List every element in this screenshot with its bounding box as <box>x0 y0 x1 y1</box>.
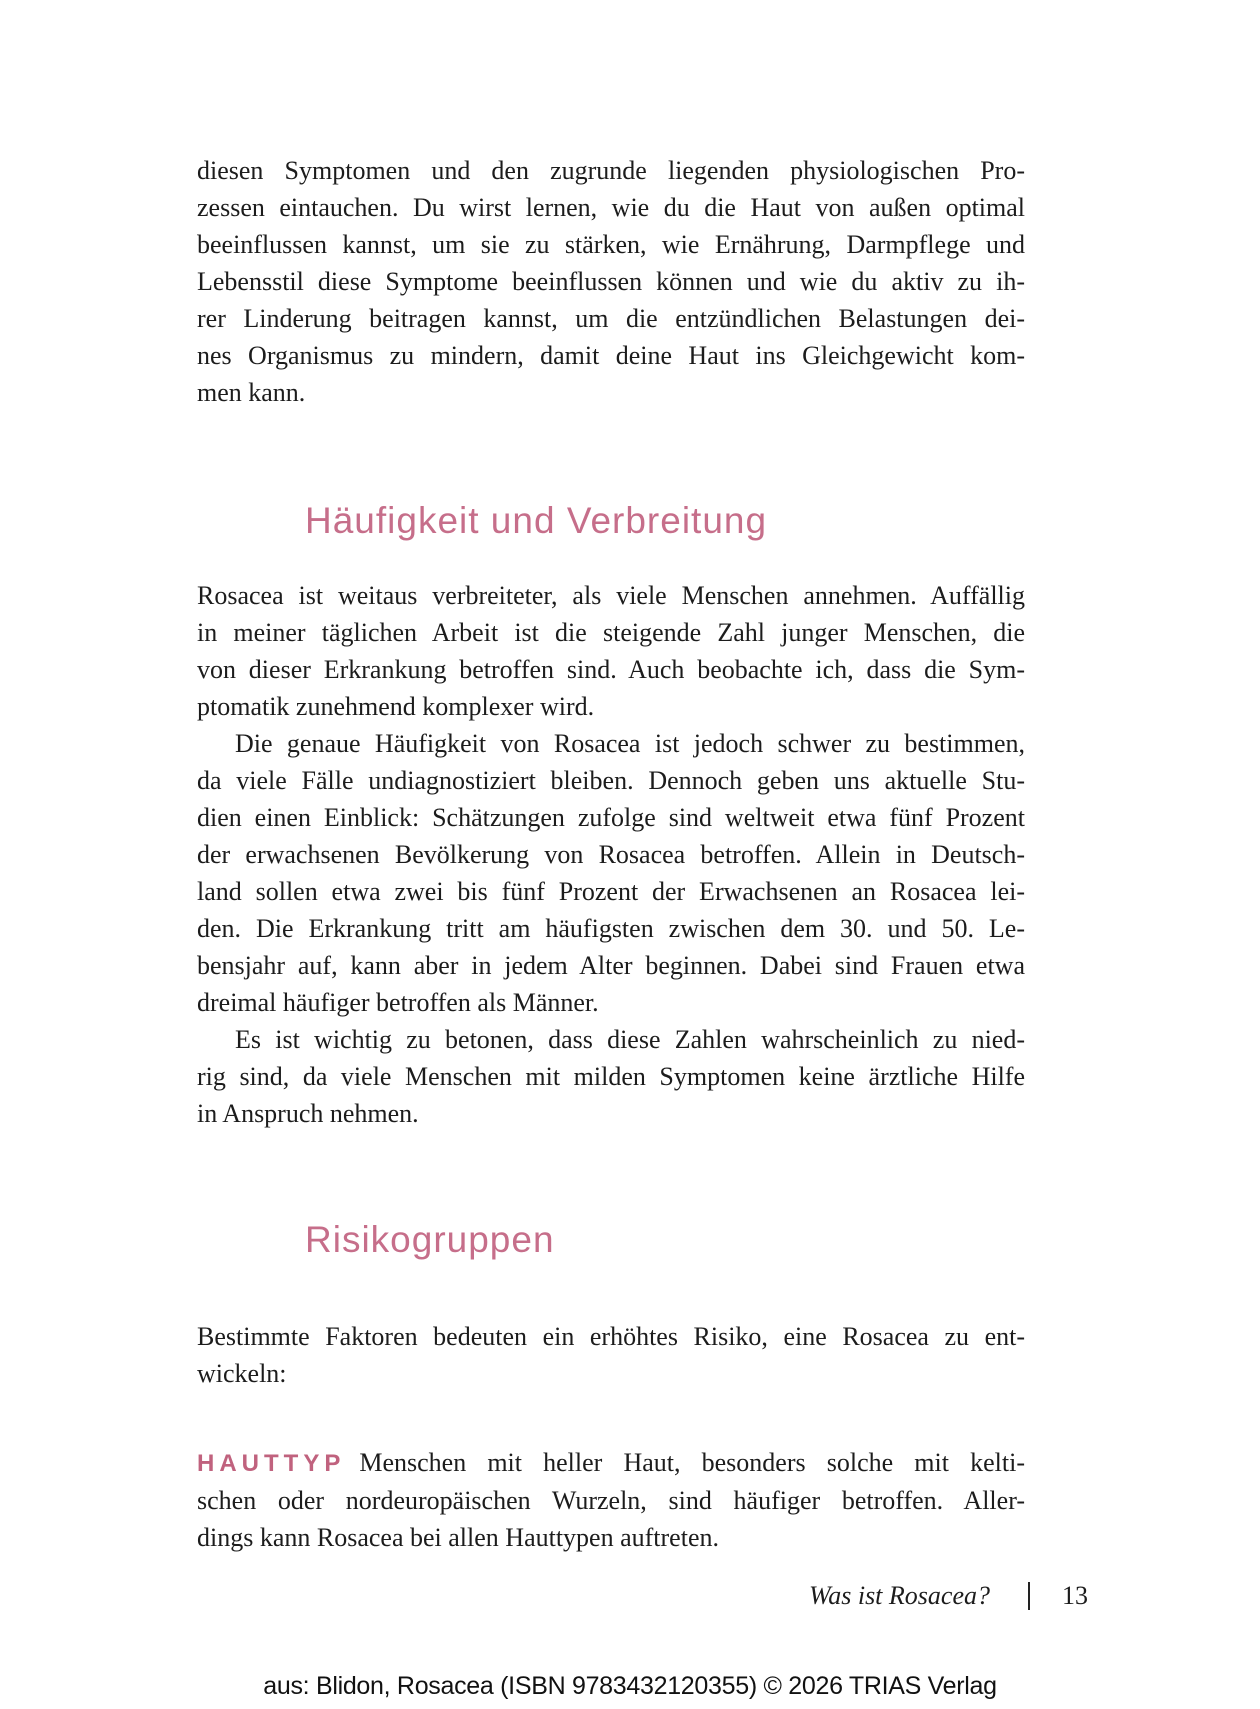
text-line: beeinflussen kannst, um sie zu stärken, wie Ernährung, Darmpflege und <box>197 230 1025 259</box>
text-line: Bestimmte Faktoren bedeuten ein erhöhtes Risiko, eine Rosacea zu ent- <box>197 1322 1025 1351</box>
text-line: ptomatik zunehmend komplexer wird. <box>197 692 595 721</box>
prevalence-paragraph-3 <box>197 1021 1025 1132</box>
text-line: der erwachsenen Bevölkerung von Rosacea betroffen. Allein in Deutsch- <box>197 840 1025 869</box>
text-line: land sollen etwa zwei bis fünf Prozent der Erwachsenen an Rosacea lei- <box>197 877 1025 906</box>
text-line: Rosacea ist weitaus verbreiteter, als viele Menschen annehmen. Auffällig <box>197 581 1025 610</box>
text-line: nes Organismus zu mindern, damit deine Haut ins Gleichgewicht kom- <box>197 341 1025 370</box>
risk-intro-paragraph <box>197 1318 1025 1392</box>
text-line: von dieser Erkrankung betroffen sind. Auch beobachte ich, dass die Sym- <box>197 655 1025 684</box>
text-line: Lebensstil diese Symptome beeinflussen können und wie du aktiv zu ih- <box>197 267 1025 296</box>
hauttyp-label: HAUTTYP <box>197 1450 346 1477</box>
intro-paragraph <box>197 152 1025 411</box>
text-line: in Anspruch nehmen. <box>197 1099 419 1128</box>
section-heading-risikogruppen: Risikogruppen <box>305 1219 555 1260</box>
text-line: wickeln: <box>197 1359 287 1388</box>
hauttyp-paragraph <box>197 1444 1025 1556</box>
text-line: schen oder nordeuropäischen Wurzeln, sind häufiger betroffen. Aller- <box>197 1486 1025 1515</box>
running-title: Was ist Rosacea? <box>808 1581 990 1610</box>
text-line: rer Linderung beitragen kannst, um die entzündlichen Belastungen dei- <box>197 304 1025 333</box>
text-line: men kann. <box>197 378 306 407</box>
page-number: 13 <box>1062 1581 1088 1610</box>
text-line: dings kann Rosacea bei allen Hauttypen auftreten. <box>197 1523 719 1552</box>
text-line: dien einen Einblick: Schätzungen zufolge sind weltweit etwa fünf Prozent <box>197 803 1025 832</box>
text-line: den. Die Erkrankung tritt am häufigsten zwischen dem 30. und 50. Le- <box>197 914 1025 943</box>
prevalence-paragraph-1 <box>197 577 1025 725</box>
page-body <box>197 0 1088 1614</box>
credit-line: aus: Blidon, Rosacea (ISBN 9783432120355) © 2026 TRIAS Verlag <box>263 1672 997 1700</box>
prevalence-paragraph-2 <box>197 725 1025 1021</box>
text-line: bensjahr auf, kann aber in jedem Alter beginnen. Dabei sind Frauen etwa <box>197 951 1025 980</box>
section-heading-haeufigkeit-und-verbreitung: Häufigkeit und Verbreitung <box>305 500 768 541</box>
text-line: dreimal häufiger betroffen als Männer. <box>197 988 599 1017</box>
text-run: Menschen mit heller Haut, besonders solche mit kelti- <box>359 1448 1025 1477</box>
text-line: Die genaue Häufigkeit von Rosacea ist jedoch schwer zu bestimmen, <box>235 729 1025 758</box>
text-line: rig sind, da viele Menschen mit milden Symptomen keine ärztliche Hilfe <box>197 1062 1025 1091</box>
text-line: zessen eintauchen. Du wirst lernen, wie du die Haut von außen optimal <box>197 193 1025 222</box>
footer-separator <box>1028 1582 1030 1610</box>
text-line: diesen Symptomen und den zugrunde liegenden physiologischen Pro- <box>197 156 1025 185</box>
text-line: in meiner täglichen Arbeit ist die steigende Zahl junger Menschen, die <box>197 618 1025 647</box>
text-line <box>197 1444 1025 1482</box>
text-line: da viele Fälle undiagnostiziert bleiben. Dennoch geben uns aktuelle Stu- <box>197 766 1025 795</box>
text-line: Es ist wichtig zu betonen, dass diese Zahlen wahrscheinlich zu nied- <box>235 1025 1025 1054</box>
running-footer <box>197 1578 1088 1614</box>
